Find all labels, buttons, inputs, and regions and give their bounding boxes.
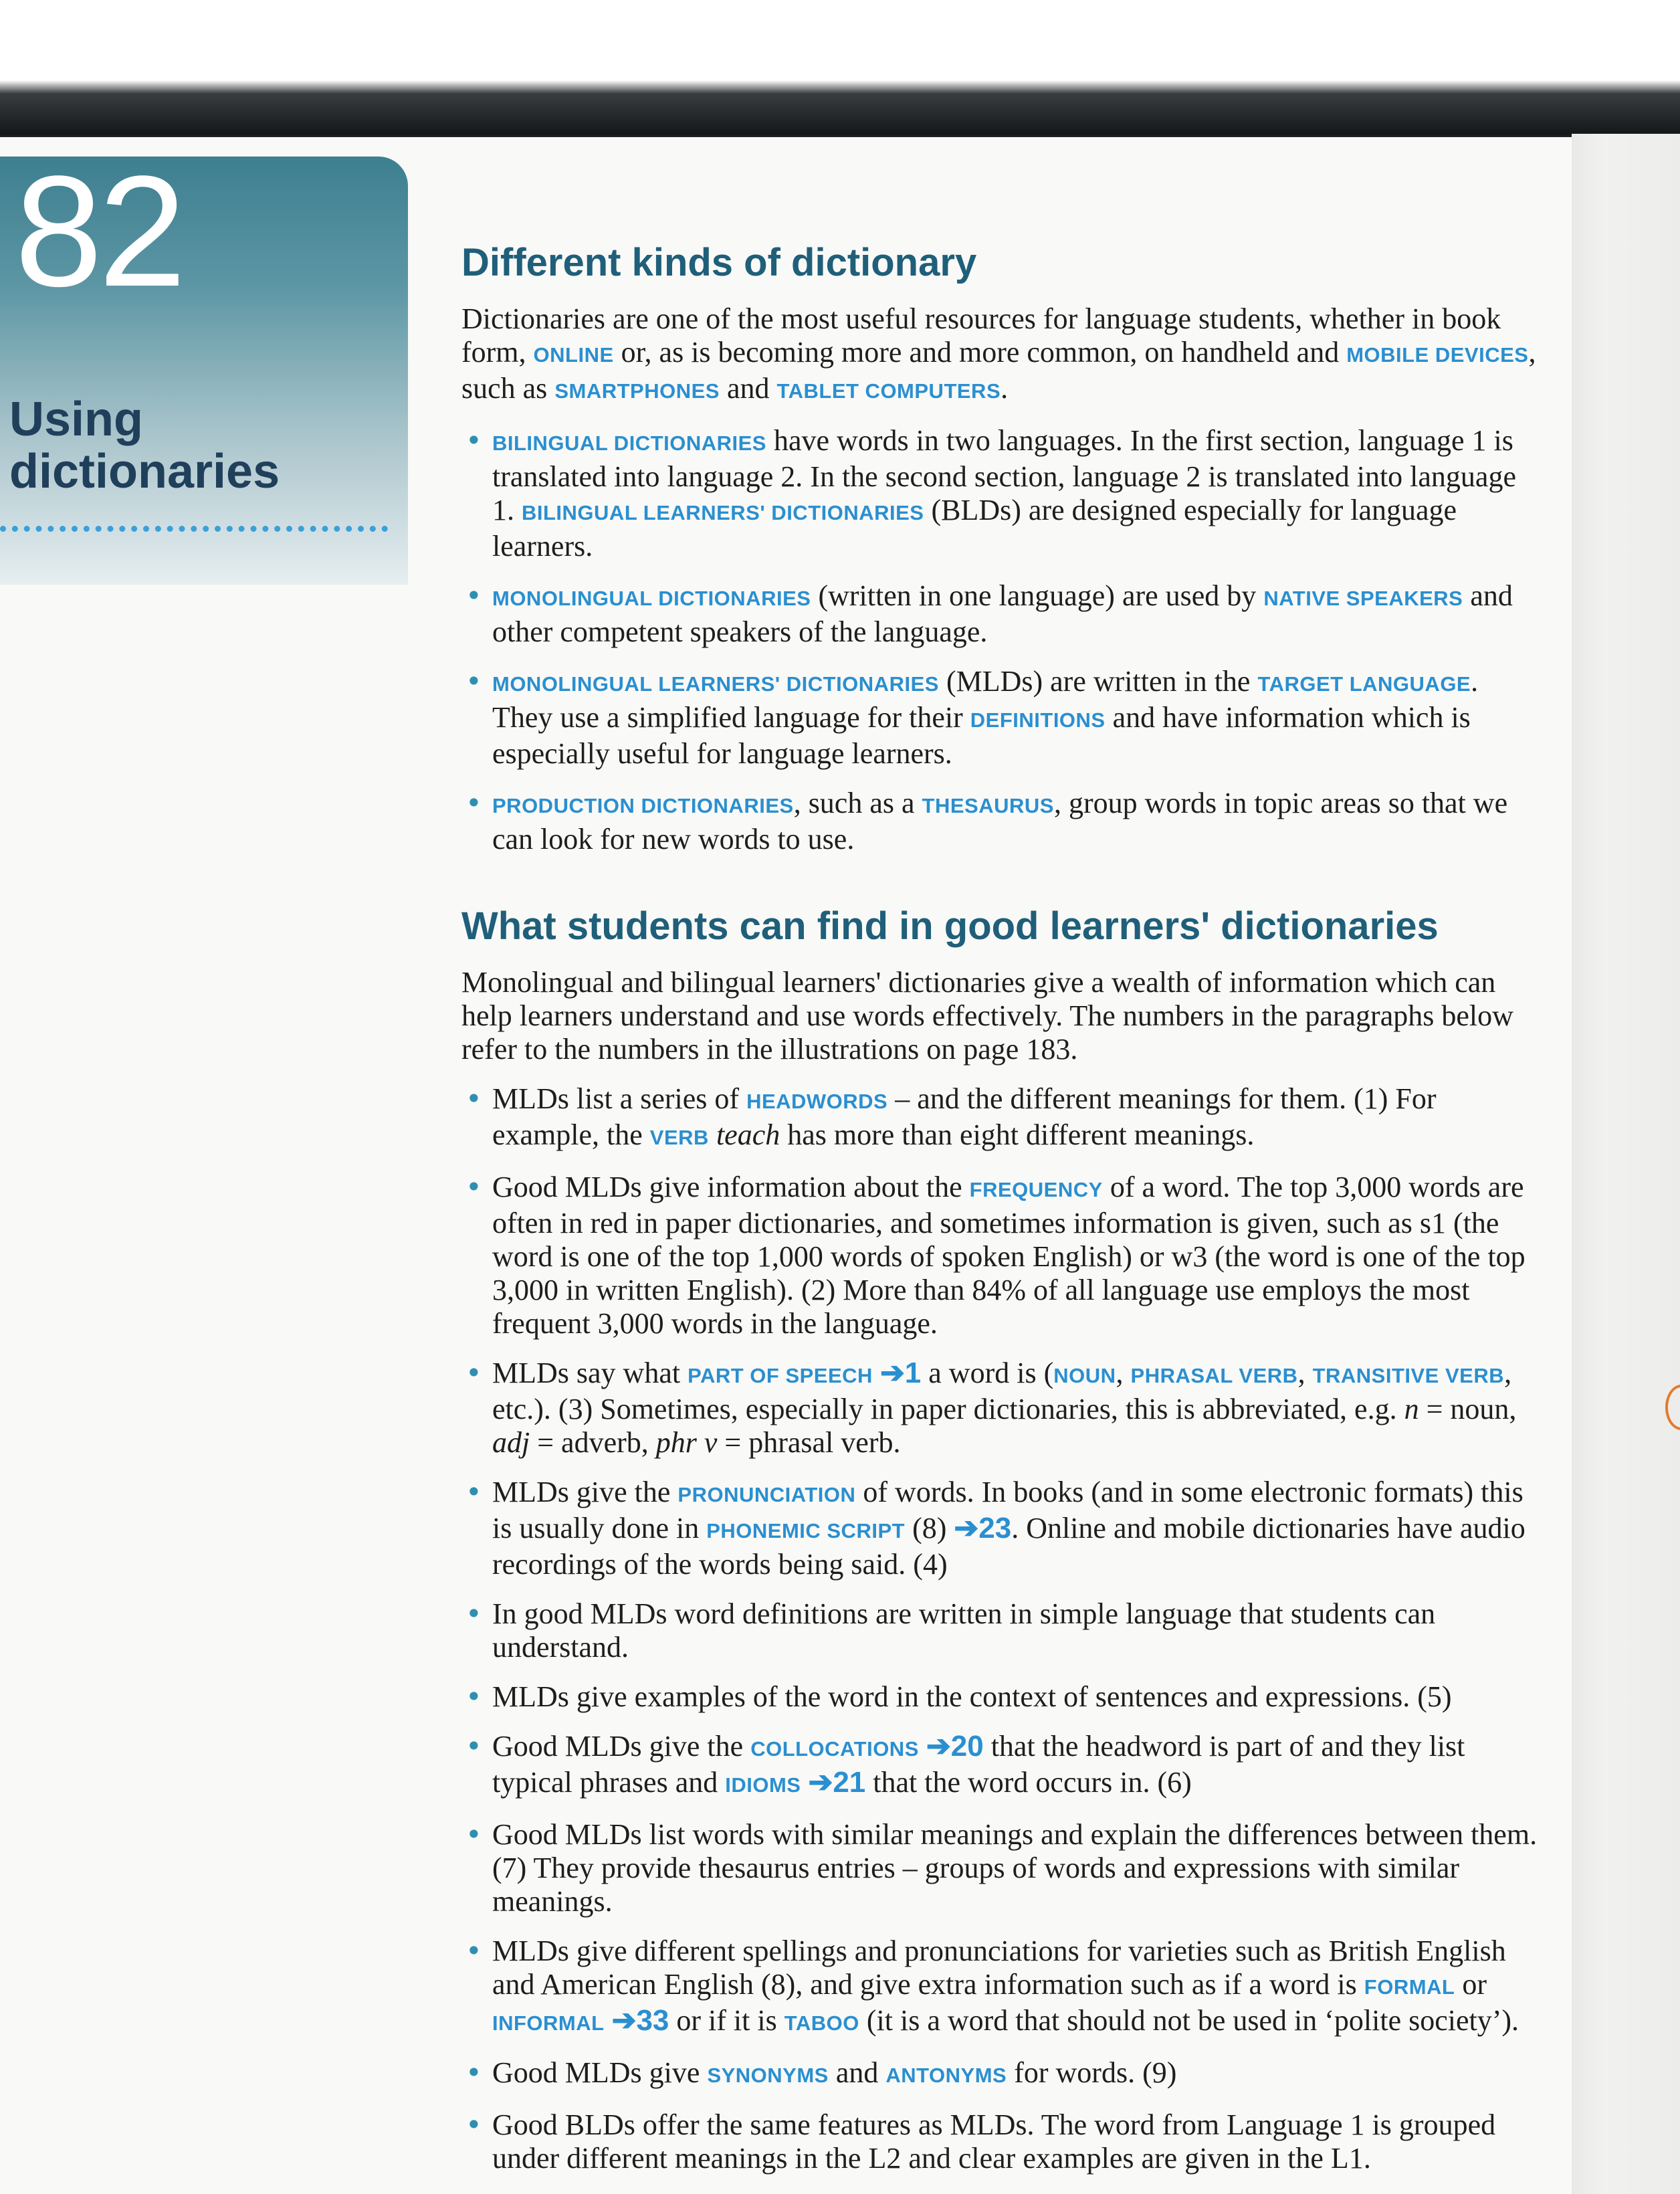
keyword: PRONUNCIATION	[677, 1483, 856, 1506]
section-heading-kinds: Different kinds of dictionary	[461, 241, 977, 284]
bullet-icon: •	[465, 1597, 482, 1630]
keyword: MOBILE DEVICES	[1346, 343, 1529, 367]
keyword: INFORMAL	[492, 2011, 605, 2035]
keyword: SYNONYMS	[707, 2064, 829, 2087]
item-text: have words in two languages. In the first section, language 1 is translated into language 2. In the second section, language 2 is translated into language 1.	[492, 424, 1516, 526]
item-text: In good MLDs word definitions are written in simple language that students can understand.	[492, 1597, 1436, 1664]
cross-reference[interactable]: ➔21	[808, 1766, 866, 1799]
keyword: PRODUCTION DICTIONARIES	[492, 794, 794, 817]
bullet-icon: •	[465, 2056, 482, 2089]
item-text: and	[835, 2056, 879, 2089]
intro-text: or, as is becoming more and more common, on handheld and	[621, 336, 1340, 369]
list-item	[461, 1934, 1545, 2040]
item-text: that the headword is part of and they list typical phrases and	[492, 1730, 1465, 1799]
keyword: NOUN	[1053, 1364, 1116, 1387]
bullet-icon: •	[465, 787, 482, 819]
italic-term: teach	[716, 1118, 780, 1151]
item-text: or if it is	[676, 2004, 777, 2037]
keyword: DEFINITIONS	[970, 708, 1106, 732]
cross-reference[interactable]: ➔23	[954, 1512, 1012, 1544]
italic-term: n	[1404, 1393, 1419, 1425]
item-text: of a word. The top 3,000 words are often in red in paper dictionaries, and sometimes information is given, such as s1 (the word is one of the top 1,000 words of spoken English) or w3 (the word is one of the top 3,000 in written English). (2) More than 84% of all language use employs the most frequent 3,000 words in the language.	[492, 1171, 1526, 1340]
item-text: , group words in topic areas so that we can look for new words to use.	[492, 787, 1508, 856]
section-heading-find: What students can find in good learners' dictionaries	[461, 904, 1439, 948]
intro-text: and	[726, 372, 770, 405]
keyword: PHONEMIC SCRIPT	[706, 1519, 906, 1542]
keyword: ANTONYMS	[885, 2064, 1007, 2087]
item-text: , etc.). (3) Sometimes, especially in paper dictionaries, this is abbreviated, e.g.	[492, 1357, 1512, 1425]
item-text: (written in one language) are used by	[818, 579, 1257, 612]
item-text: Good MLDs give	[492, 2056, 700, 2089]
item-text: or	[1462, 1968, 1487, 2001]
list-item	[461, 2108, 1545, 2175]
section2-intro: Monolingual and bilingual learners' dictionaries give a wealth of information which can help learners understand and use words effectively. The numbers in the paragraphs below refer to the numbers in the illustrations on page 183.	[461, 966, 1513, 1066]
list-item	[461, 1680, 1545, 1714]
item-text: Good MLDs list words with similar meanings and explain the differences between them. (7) They provide thesaurus entries – groups of words and expressions with similar meanings.	[492, 1818, 1538, 1918]
item-text: MLDs give examples of the word in the context of sentences and expressions. (5)	[492, 1680, 1452, 1713]
item-text: ,	[1297, 1357, 1305, 1389]
bullet-icon: •	[465, 1171, 482, 1203]
chapter-dotted-rule	[0, 526, 388, 532]
item-text: has more than eight different meanings.	[787, 1118, 1255, 1151]
chapter-title: Using dictionaries	[9, 393, 280, 498]
cross-reference[interactable]: ➔20	[926, 1730, 984, 1763]
list-item	[461, 1476, 1545, 1581]
list-item	[461, 579, 1545, 649]
keyword: SMARTPHONES	[554, 379, 720, 403]
item-text: (MLDs) are written in the	[946, 665, 1251, 698]
features-list	[461, 1082, 1545, 2175]
item-text: = noun,	[1426, 1393, 1517, 1425]
item-text: a word is (	[928, 1357, 1054, 1389]
intro-text: Dictionaries are one of the most useful resources for language students, whether in book form,	[461, 302, 1501, 369]
keyword: TABOO	[784, 2011, 859, 2035]
item-text: (it is a word that should not be used in ‘polite society’).	[866, 2004, 1519, 2037]
bullet-icon: •	[465, 1357, 482, 1389]
list-item	[461, 2056, 1545, 2092]
page-content	[461, 239, 1545, 2175]
item-text: MLDs list a series of	[492, 1082, 740, 1115]
keyword: IDIOMS	[725, 1773, 801, 1797]
keyword: FREQUENCY	[969, 1178, 1103, 1201]
keyword: TABLET COMPUTERS	[776, 379, 1001, 403]
keyword: ONLINE	[533, 343, 614, 367]
chapter-number: 82	[15, 143, 183, 320]
item-text: (8)	[912, 1512, 947, 1544]
cross-reference[interactable]: ➔1	[879, 1357, 922, 1389]
keyword: MONOLINGUAL DICTIONARIES	[492, 587, 811, 610]
item-text: and have information which is especially useful for language learners.	[492, 701, 1471, 770]
keyword: FORMAL	[1364, 1975, 1455, 1999]
intro-text: .	[1001, 372, 1009, 405]
bullet-icon: •	[465, 665, 482, 698]
item-text: Good MLDs give the	[492, 1730, 744, 1763]
item-text: MLDs give the	[492, 1476, 671, 1508]
item-text: . They use a simplified language for their	[492, 665, 1479, 734]
item-text: MLDs say what	[492, 1357, 681, 1389]
bullet-icon: •	[465, 424, 482, 457]
item-text: MLDs give different spellings and pronunciations for varieties such as British English and American English (8), and give extra information such as if a word is	[492, 1934, 1506, 2001]
italic-term: adj	[492, 1426, 530, 1459]
item-text: = adverb,	[537, 1426, 649, 1459]
item-text: = phrasal verb.	[724, 1426, 901, 1459]
item-text: ,	[1116, 1357, 1124, 1389]
intro-text: , such as	[461, 336, 1536, 405]
italic-term: phr v	[655, 1426, 718, 1459]
kinds-list	[461, 424, 1545, 856]
list-item	[461, 787, 1545, 856]
list-item	[461, 1730, 1545, 1802]
list-item	[461, 665, 1545, 771]
bullet-icon: •	[465, 579, 482, 612]
list-item	[461, 1082, 1545, 1155]
bullet-icon: •	[465, 1730, 482, 1763]
keyword: PART OF SPEECH	[688, 1364, 873, 1387]
item-text: Good BLDs offer the same features as MLDs. The word from Language 1 is grouped under different meanings in the L2 and clear examples are given in the L1.	[492, 2108, 1496, 2175]
keyword: THESAURUS	[922, 794, 1054, 817]
page-gutter	[1572, 134, 1680, 2194]
section1-intro	[461, 302, 1545, 408]
keyword: TARGET LANGUAGE	[1257, 672, 1471, 696]
item-text: – and the different meanings for them. (1) For example, the	[492, 1082, 1437, 1151]
list-item	[461, 424, 1545, 563]
list-item	[461, 1818, 1545, 1918]
bullet-icon: •	[465, 1818, 482, 1851]
cross-reference[interactable]: ➔33	[611, 2004, 669, 2037]
item-text: of words. In books (and in some electronic formats) this is usually done in	[492, 1476, 1524, 1544]
item-text: , such as a	[793, 787, 915, 819]
list-item	[461, 1171, 1545, 1340]
keyword: MONOLINGUAL LEARNERS' DICTIONARIES	[492, 672, 939, 696]
list-item	[461, 1357, 1545, 1460]
bullet-icon: •	[465, 1082, 482, 1115]
item-text: Good MLDs give information about the	[492, 1171, 962, 1203]
keyword: PHRASAL VERB	[1130, 1364, 1298, 1387]
keyword: HEADWORDS	[746, 1090, 888, 1113]
keyword: BILINGUAL LEARNERS' DICTIONARIES	[522, 501, 924, 524]
keyword: TRANSITIVE VERB	[1312, 1364, 1505, 1387]
keyword: COLLOCATIONS	[750, 1737, 919, 1761]
scan-top-shadow	[0, 0, 1680, 140]
item-text: that the word occurs in. (6)	[873, 1766, 1192, 1799]
bullet-icon: •	[465, 1934, 482, 1967]
keyword: NATIVE SPEAKERS	[1263, 587, 1463, 610]
item-text: . Online and mobile dictionaries have audio recordings of the words being said. (4)	[492, 1512, 1526, 1581]
bullet-icon: •	[465, 2108, 482, 2141]
item-text: for words. (9)	[1014, 2056, 1177, 2089]
bullet-icon: •	[465, 1680, 482, 1713]
bullet-icon: •	[465, 1476, 482, 1508]
item-text: and other competent speakers of the language.	[492, 579, 1513, 648]
list-item	[461, 1597, 1545, 1664]
item-text: (BLDs) are designed especially for language learners.	[492, 494, 1457, 563]
keyword: BILINGUAL DICTIONARIES	[492, 431, 766, 455]
keyword: VERB	[649, 1126, 709, 1149]
